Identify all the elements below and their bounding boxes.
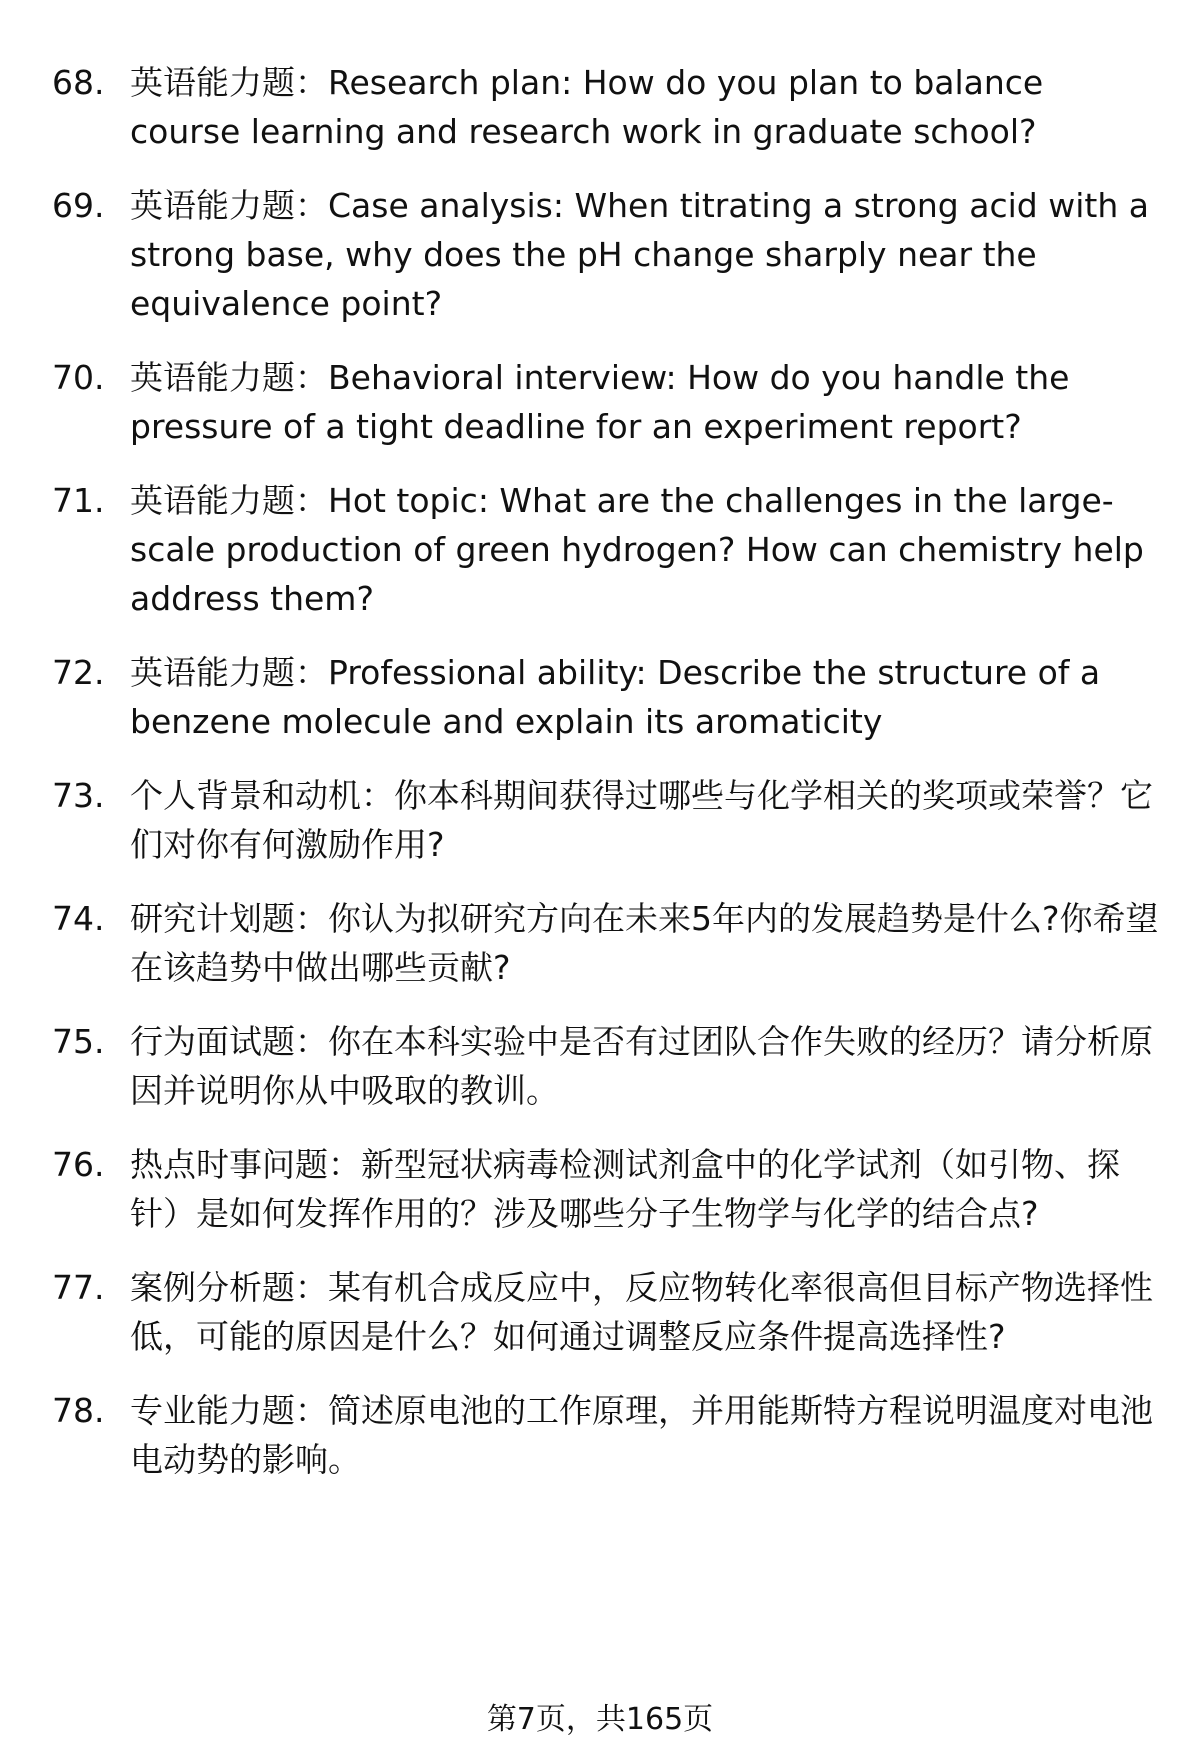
question-item bbox=[52, 771, 1162, 869]
question-item bbox=[52, 894, 1162, 992]
question-item bbox=[52, 1386, 1162, 1484]
question-text: 英语能力题：Case analysis: When titrating a strong acid with a strong base, why does the pH change sharply near the equivalence point? bbox=[130, 186, 1149, 323]
question-list bbox=[52, 58, 1162, 1509]
question-number: 72. bbox=[52, 653, 105, 692]
question-number: 70. bbox=[52, 358, 105, 397]
question-text: 热点时事问题：新型冠状病毒检测试剂盒中的化学试剂（如引物、探针）是如何发挥作用的？涉及哪些分子生物学与化学的结合点? bbox=[130, 1145, 1120, 1233]
question-text: 研究计划题：你认为拟研究方向在未来5年内的发展趋势是什么?你希望在该趋势中做出哪些贡献? bbox=[130, 899, 1159, 987]
question-text: 个人背景和动机：你本科期间获得过哪些与化学相关的奖项或荣誉？它们对你有何激励作用? bbox=[130, 776, 1153, 864]
question-text: 案例分析题：某有机合成反应中，反应物转化率很高但目标产物选择性低，可能的原因是什么？如何通过调整反应条件提高选择性? bbox=[130, 1268, 1153, 1356]
question-item bbox=[52, 1140, 1162, 1238]
question-number: 74. bbox=[52, 899, 105, 938]
question-item bbox=[52, 58, 1162, 156]
question-text: 英语能力题：Behavioral interview: How do you handle the pressure of a tight deadline for an experiment report? bbox=[130, 358, 1070, 446]
question-item bbox=[52, 1263, 1162, 1361]
question-item bbox=[52, 181, 1162, 328]
question-item bbox=[52, 476, 1162, 623]
question-text: 行为面试题：你在本科实验中是否有过团队合作失败的经历？请分析原因并说明你从中吸取的教训。 bbox=[130, 1022, 1153, 1110]
question-item bbox=[52, 353, 1162, 451]
question-item bbox=[52, 648, 1162, 746]
question-number: 68. bbox=[52, 63, 105, 102]
question-text: 英语能力题：Professional ability: Describe the structure of a benzene molecule and explain its aromaticity bbox=[130, 653, 1101, 741]
question-number: 77. bbox=[52, 1268, 105, 1307]
page-footer: 第7页，共165页 bbox=[486, 1702, 714, 1737]
question-number: 71. bbox=[52, 481, 105, 520]
question-number: 78. bbox=[52, 1391, 105, 1430]
question-text: 专业能力题：简述原电池的工作原理，并用能斯特方程说明温度对电池电动势的影响。 bbox=[130, 1391, 1153, 1479]
question-text: 英语能力题：Hot topic: What are the challenges in the large-scale production of green hydrogen? How can chemistry help address them? bbox=[130, 481, 1144, 618]
question-item bbox=[52, 1017, 1162, 1115]
question-number: 76. bbox=[52, 1145, 105, 1184]
question-number: 69. bbox=[52, 186, 105, 225]
question-number: 75. bbox=[52, 1022, 105, 1061]
question-number: 73. bbox=[52, 776, 105, 815]
question-text: 英语能力题：Research plan: How do you plan to balance course learning and research work in graduate school? bbox=[130, 63, 1044, 151]
